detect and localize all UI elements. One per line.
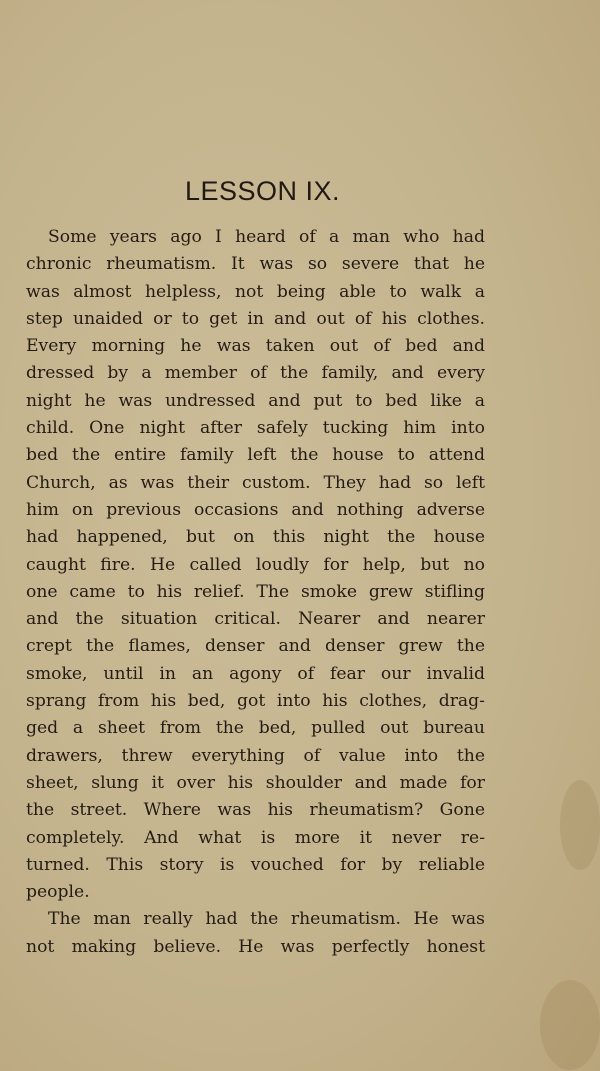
text-line: completely. And what is more it never re- (26, 827, 485, 848)
text-line: night he was undressed and put to bed like a (26, 390, 485, 411)
text-line: Church, as was their custom. They had so left (26, 472, 485, 493)
text-line: Every morning he was taken out of bed and (26, 336, 485, 357)
lesson-heading: LESSON IX. (184, 176, 341, 206)
text-line: chronic rheumatism. It was so severe that he (26, 254, 485, 275)
text-line: one came to his relief. The smoke grew stifling (26, 581, 485, 602)
text-line: people. (26, 882, 90, 903)
text-line: sheet, slung it over his shoulder and made for (26, 772, 485, 793)
page-stain (560, 780, 600, 870)
text-line: step unaided or to get in and out of his clothes. (26, 308, 485, 329)
text-line: dressed by a member of the family, and every (26, 363, 485, 384)
text-line: bed the entire family left the house to attend (26, 445, 485, 466)
text-line: and the situation critical. Nearer and nearer (26, 609, 485, 630)
text-line: Some years ago I heard of a man who had (48, 227, 485, 247)
text-line: The man really had the rheumatism. He was (48, 909, 485, 930)
text-line: had happened, but on this night the house (26, 527, 485, 548)
page-stain (540, 980, 600, 1070)
text-line: not making believe. He was perfectly honest (26, 936, 485, 957)
text-line: ged a sheet from the bed, pulled out bureau (26, 718, 485, 739)
text-line: turned. This story is vouched for by reliable (26, 854, 485, 875)
text-line: him on previous occasions and nothing adverse (26, 499, 485, 520)
text-line: drawers, threw everything of value into the (26, 745, 485, 766)
text-line: crept the flames, denser and denser grew the (26, 636, 485, 657)
text-line: the street. Where was his rheumatism? Gone (26, 800, 485, 821)
text-line: child. One night after safely tucking him into (26, 418, 485, 439)
text-line: caught fire. He called loudly for help, but no (26, 554, 485, 575)
text-line: sprang from his bed, got into his clothes, drag- (26, 691, 485, 712)
text-line: was almost helpless, not being able to walk a (26, 281, 485, 302)
text-line: smoke, until in an agony of fear our invalid (26, 663, 485, 684)
lesson-text (26, 224, 485, 961)
